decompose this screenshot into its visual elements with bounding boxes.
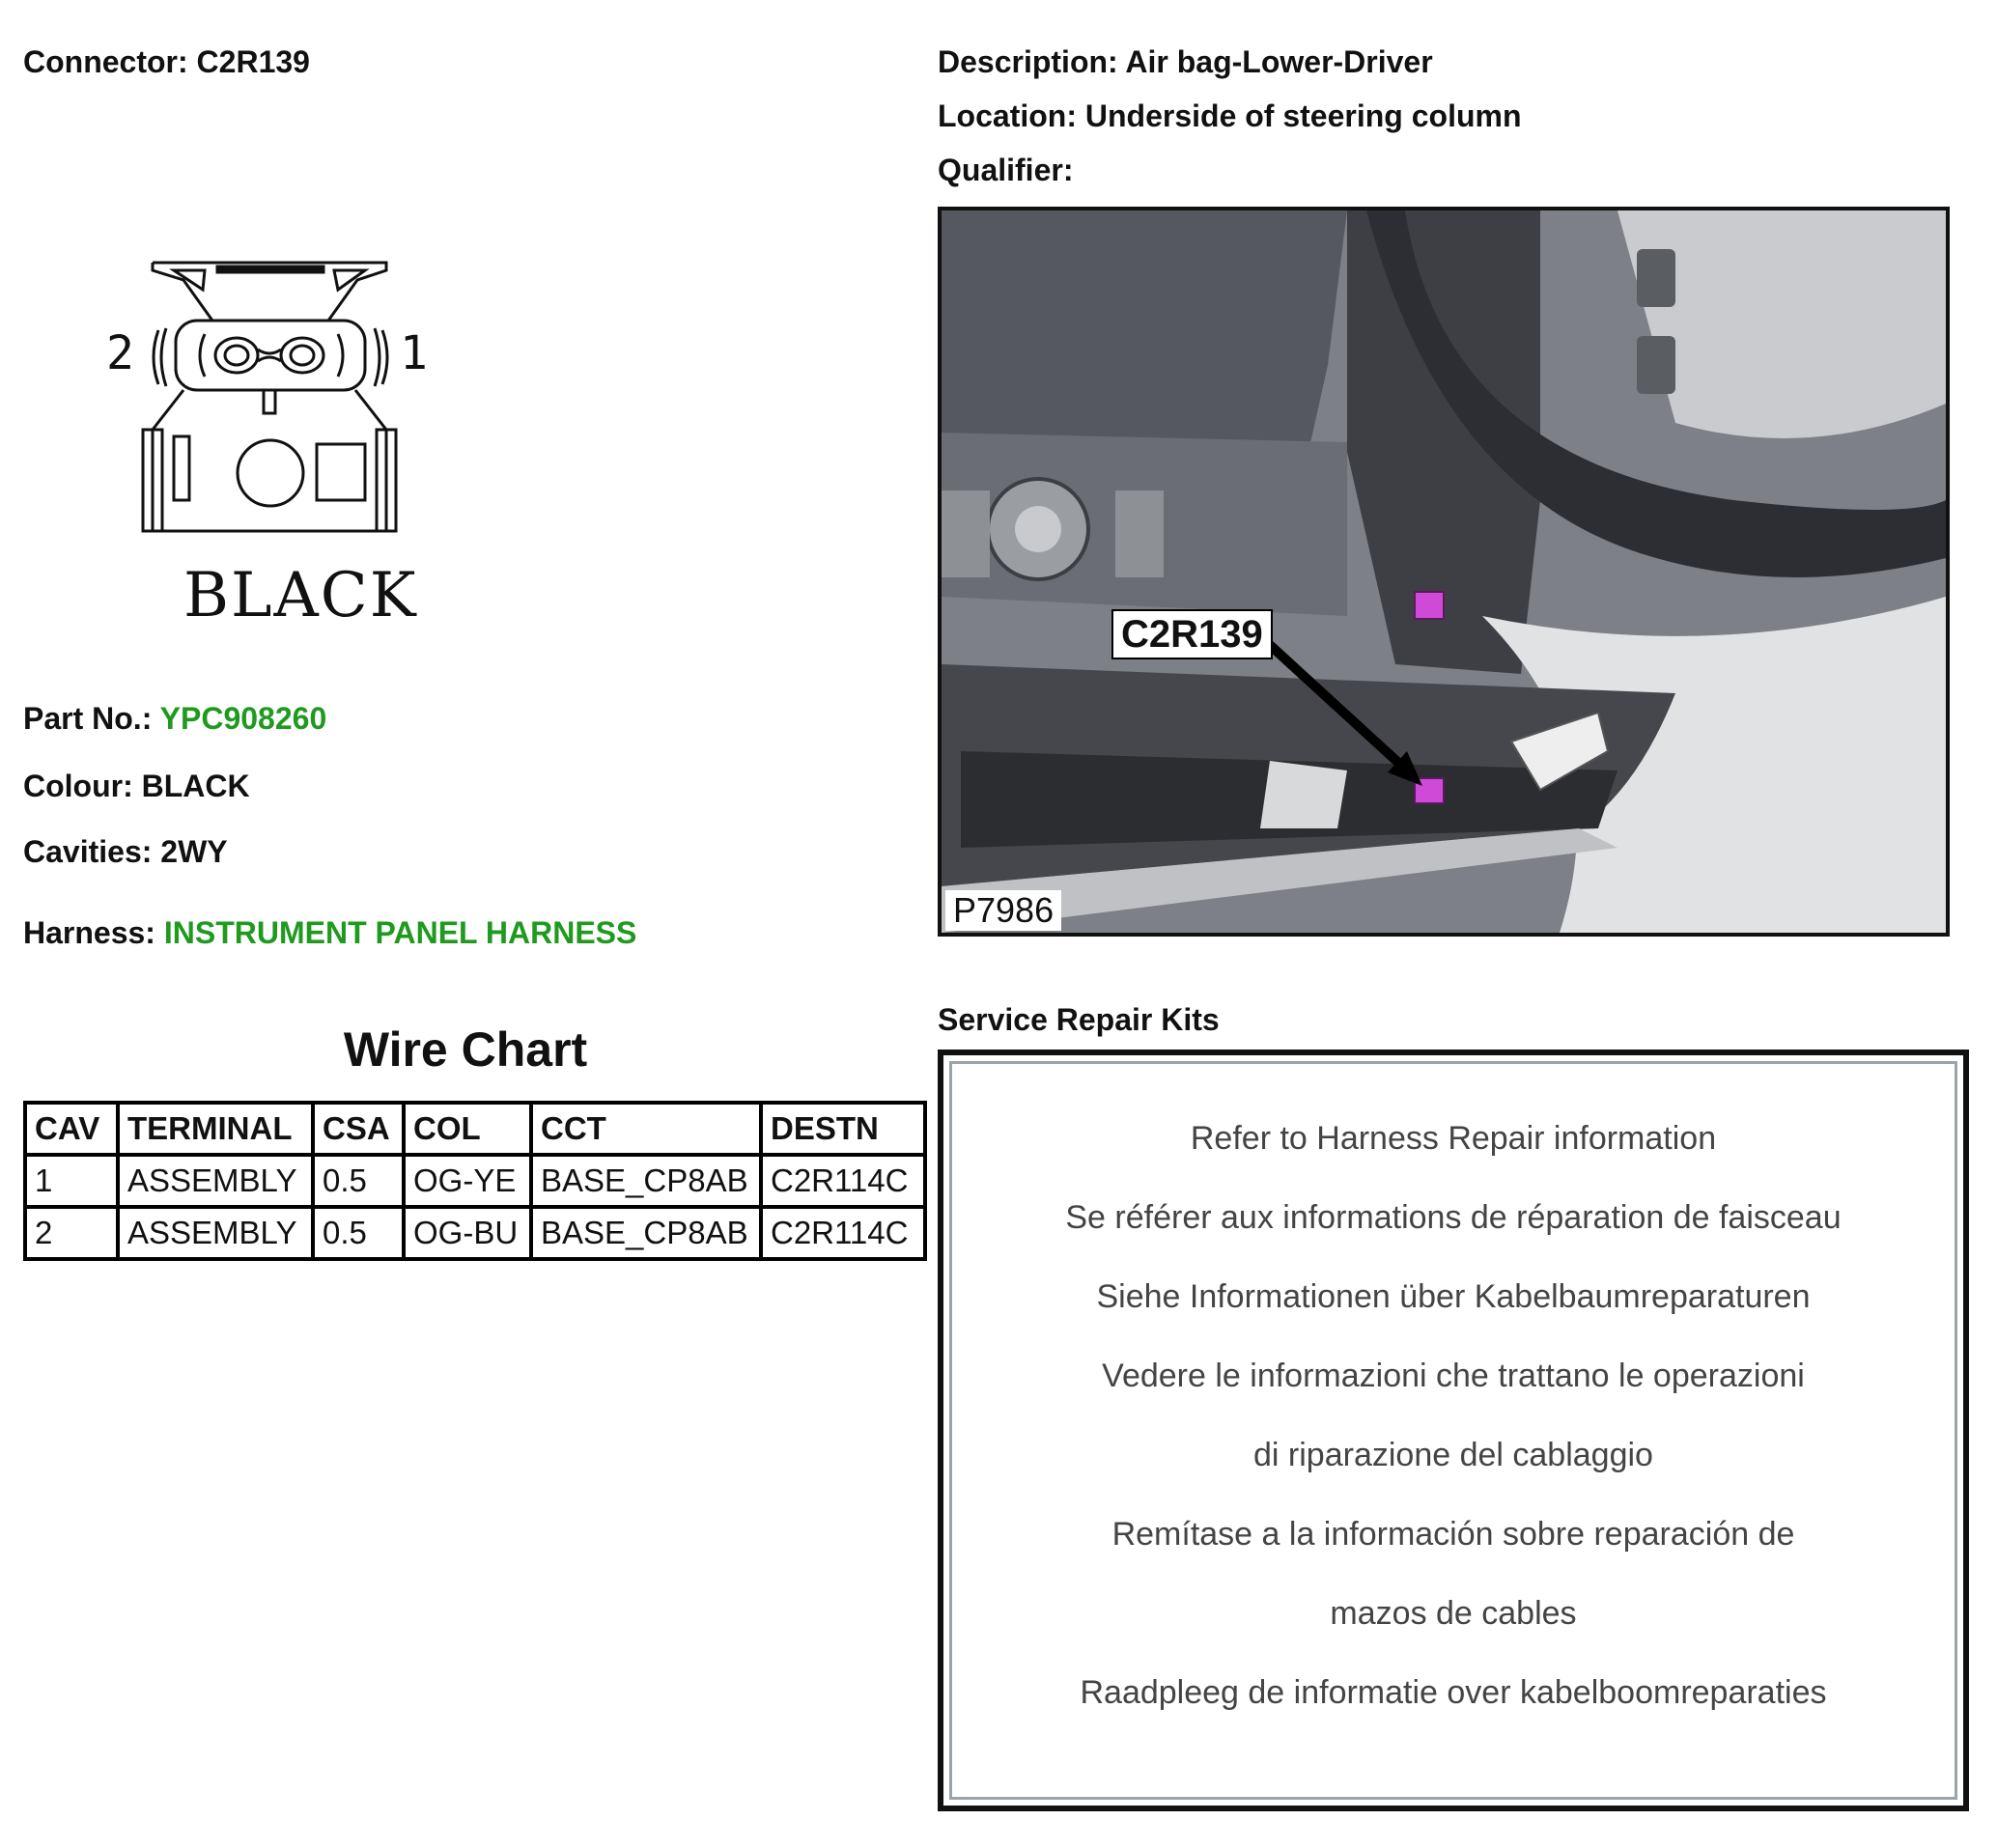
description-row	[938, 44, 1433, 80]
cell-cct: BASE_CP8AB	[531, 1207, 761, 1259]
colour-value: BLACK	[141, 769, 250, 803]
cell-destn: C2R114C	[761, 1155, 925, 1207]
colour-label: Colour:	[23, 769, 133, 803]
qualifier-label: Qualifier:	[938, 153, 1074, 187]
header-cct: CCT	[531, 1103, 761, 1155]
wire-chart-table	[23, 1101, 927, 1261]
wire-chart-title: Wire Chart	[343, 1022, 588, 1077]
harness-row	[23, 915, 636, 951]
cavities-row	[23, 834, 228, 870]
connector-label-row	[23, 44, 310, 80]
part-no-label: Part No.:	[23, 701, 153, 736]
part-no-row	[23, 701, 326, 737]
cell-col: OG-BU	[404, 1207, 531, 1259]
photo-connector-callout: C2R139	[1111, 609, 1273, 659]
service-repair-kits-title: Service Repair Kits	[938, 1002, 1220, 1037]
repair-info-line: Siehe Informationen über Kabelbaumreparaturen	[1096, 1278, 1811, 1315]
connector-value: C2R139	[196, 44, 310, 79]
description-value: Air bag-Lower-Driver	[1125, 44, 1433, 79]
cell-col: OG-YE	[404, 1155, 531, 1207]
upper-connector-marker	[1415, 592, 1444, 619]
repair-info-line: mazos de cables	[1330, 1595, 1577, 1632]
header-csa: CSA	[313, 1103, 404, 1155]
cell-terminal: ASSEMBLY	[118, 1207, 313, 1259]
header-destn: DESTN	[761, 1103, 925, 1155]
pin-number-2: 2	[106, 326, 134, 380]
description-label: Description:	[938, 44, 1118, 79]
location-label: Location:	[938, 98, 1077, 133]
colour-row	[23, 769, 250, 804]
repair-info-line: Raadpleeg de informatie over kabelboomreparaties	[1080, 1674, 1827, 1711]
repair-info-line: Vedere le informazioni che trattano le operazioni	[1102, 1358, 1805, 1394]
drawing-colour-text: BLACK	[183, 560, 418, 631]
cavities-label: Cavities:	[23, 834, 153, 869]
repair-info-line: Refer to Harness Repair information	[1190, 1120, 1717, 1157]
wire-chart-header-row	[25, 1103, 925, 1155]
cell-terminal: ASSEMBLY	[118, 1155, 313, 1207]
repair-info-line: di riparazione del cablaggio	[1253, 1437, 1653, 1473]
location-row	[938, 98, 1522, 134]
harness-label: Harness:	[23, 915, 155, 950]
cavities-value: 2WY	[160, 834, 228, 869]
location-value: Underside of steering column	[1084, 98, 1522, 133]
part-no-value: YPC908260	[159, 701, 327, 736]
repair-info-line: Remítase a la información sobre reparación de	[1111, 1516, 1795, 1553]
cell-cct: BASE_CP8AB	[531, 1155, 761, 1207]
connector-location-photo	[938, 207, 1950, 937]
service-repair-kits-inner-frame	[949, 1061, 1957, 1800]
cell-destn: C2R114C	[761, 1207, 925, 1259]
repair-info-line: Se référer aux informations de réparation de faisceau	[1065, 1199, 1842, 1236]
service-repair-kits-box	[938, 1050, 1969, 1811]
cell-cav: 2	[25, 1207, 118, 1259]
cell-csa: 0.5	[313, 1155, 404, 1207]
header-terminal: TERMINAL	[118, 1103, 313, 1155]
cell-csa: 0.5	[313, 1207, 404, 1259]
header-cav: CAV	[25, 1103, 118, 1155]
harness-value: INSTRUMENT PANEL HARNESS	[163, 915, 637, 950]
dashboard-illustration	[942, 210, 1946, 933]
cell-cav: 1	[25, 1155, 118, 1207]
pin-number-1: 1	[400, 326, 428, 380]
table-row	[25, 1207, 925, 1259]
qualifier-row	[938, 153, 1073, 188]
connector-label: Connector:	[23, 44, 188, 79]
photo-reference-number: P7986	[945, 890, 1061, 931]
table-row	[25, 1155, 925, 1207]
header-col: COL	[404, 1103, 531, 1155]
